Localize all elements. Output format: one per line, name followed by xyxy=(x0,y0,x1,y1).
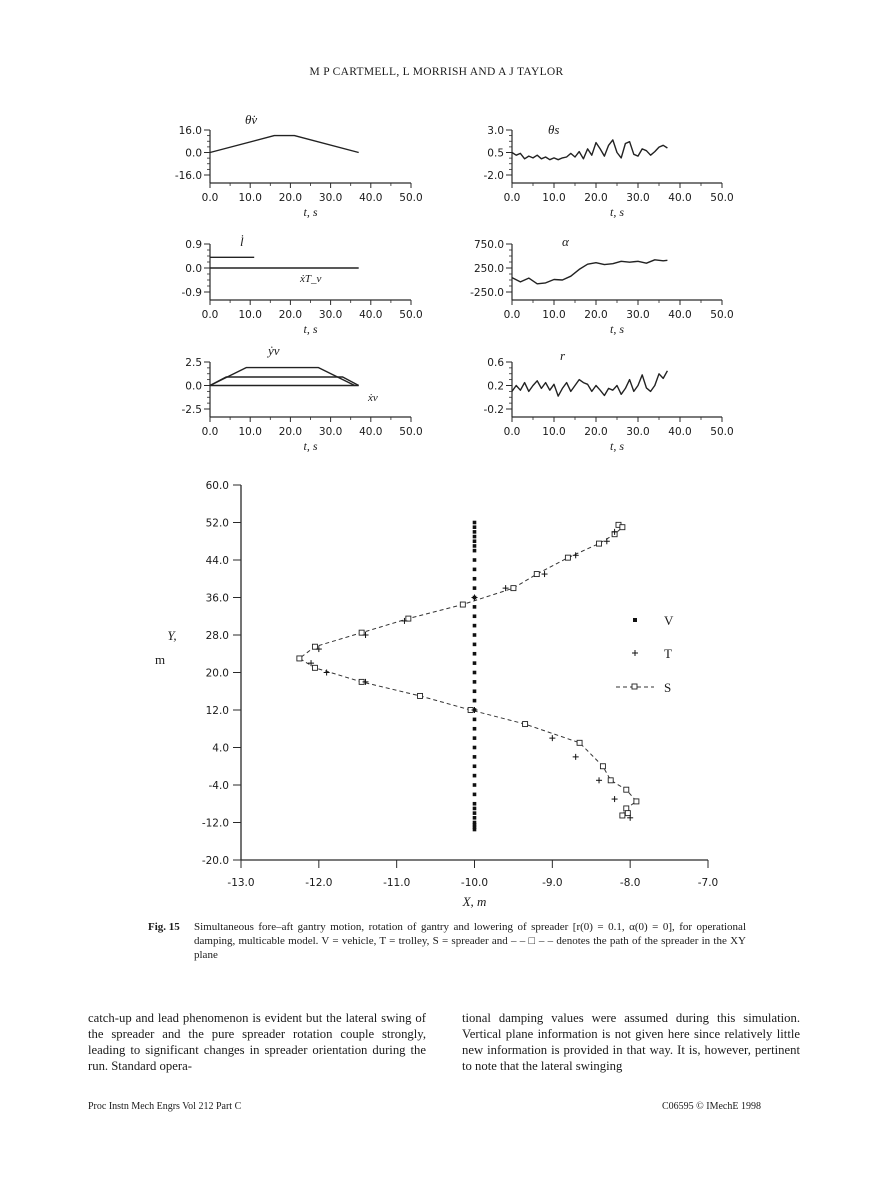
legend-symbol-s-box xyxy=(632,684,637,689)
r-xtick-label: 0.0 xyxy=(503,426,521,438)
spreader-point xyxy=(600,764,605,769)
vehicle-point xyxy=(473,586,477,590)
vehicle-point xyxy=(473,614,477,618)
spreader-point xyxy=(625,811,630,816)
vehicle-point xyxy=(473,605,477,609)
vehicle-point xyxy=(473,671,477,675)
l_dot_xT-xtick-label: 0.0 xyxy=(201,309,219,321)
vehicle-point xyxy=(473,521,477,525)
spreader-point xyxy=(460,602,465,607)
theta_s-xtick-label: 0.0 xyxy=(503,192,521,204)
theta_v_dot-annotation: θ̇v xyxy=(245,112,258,127)
spreader-point xyxy=(359,630,364,635)
y_v_dot-ytick-label: 0.0 xyxy=(185,380,202,393)
theta_s-xlabel: t, s xyxy=(609,205,625,219)
legend-symbol-v xyxy=(633,618,637,622)
theta_s-xtick-label: 20.0 xyxy=(584,192,608,204)
l_dot_xT-annotation-2: ẋT_v xyxy=(300,273,322,285)
theta_s-ytick-label: 0.5 xyxy=(487,147,504,160)
alpha-xtick-label: 30.0 xyxy=(626,309,650,321)
xy-ytick-label: -12.0 xyxy=(201,817,229,830)
l_dot_xT-ytick-label: 0.9 xyxy=(185,239,202,251)
legend-label: T xyxy=(664,646,672,661)
legend-label: S xyxy=(664,680,672,695)
footer-copyright: C06595 © IMechE 1998 xyxy=(662,1101,761,1112)
spreader-point xyxy=(312,644,317,649)
vehicle-point xyxy=(473,539,477,543)
xy-ylabel: Y, xyxy=(167,628,177,643)
y_v_dot-ytick-label: -2.5 xyxy=(181,404,202,416)
spreader-point xyxy=(406,616,411,621)
r-ytick-label: 0.2 xyxy=(487,380,504,393)
xy-xtick-label: -12.0 xyxy=(305,877,333,889)
l_dot_xT-xtick-label: 10.0 xyxy=(238,309,262,321)
theta_s-xtick-label: 30.0 xyxy=(626,192,650,204)
vehicle-point xyxy=(473,530,477,534)
spreader-point xyxy=(577,740,582,745)
theta_v_dot-xtick-label: 30.0 xyxy=(318,192,343,204)
xy-ytick-label: 52.0 xyxy=(205,517,229,530)
xy-xtick-label: -7.0 xyxy=(697,877,719,889)
spreader-point xyxy=(523,722,528,727)
theta_v_dot-xtick-label: 20.0 xyxy=(278,192,303,204)
l_dot_xT-xlabel: t, s xyxy=(303,322,318,336)
alpha-xtick-label: 40.0 xyxy=(668,309,692,321)
xy-ytick-label: -4.0 xyxy=(208,780,229,792)
theta_s-xtick-label: 40.0 xyxy=(668,192,692,204)
spreader-point xyxy=(597,541,602,546)
vehicle-point xyxy=(473,652,477,656)
l_dot_xT-xtick-label: 40.0 xyxy=(359,309,383,321)
vehicle-point xyxy=(473,774,477,778)
vehicle-point xyxy=(473,535,477,539)
theta_v_dot-ytick-label: 16.0 xyxy=(178,125,202,137)
spreader-point xyxy=(534,572,539,577)
vehicle-point xyxy=(473,544,477,548)
xy-xlabel: X, m xyxy=(462,894,487,909)
spreader-point xyxy=(634,799,639,804)
body-text-left-column: catch-up and lead phenomenon is evident but the lateral swing of the spreader and the pure spreader rotation couple strongly, leading to significant changes in spreader orientation during the run. Standard opera- xyxy=(88,1011,426,1073)
l_dot_xT-xtick-label: 30.0 xyxy=(318,309,343,321)
r-xtick-label: 50.0 xyxy=(710,426,734,438)
alpha-xtick-label: 20.0 xyxy=(584,309,608,321)
spreader-point xyxy=(312,665,317,670)
r-xtick-label: 10.0 xyxy=(542,426,566,438)
xy-ytick-label: -20.0 xyxy=(201,855,229,867)
vehicle-point xyxy=(473,736,477,740)
vehicle-point xyxy=(473,764,477,768)
r-ytick-label: 0.6 xyxy=(487,357,504,369)
theta_s-xtick-label: 10.0 xyxy=(542,192,566,204)
alpha-annotation: α xyxy=(562,234,569,249)
xy-xtick-label: -13.0 xyxy=(227,877,255,889)
xy-ytick-label: 44.0 xyxy=(205,555,229,567)
vehicle-point xyxy=(473,661,477,665)
vehicle-point xyxy=(473,727,477,731)
alpha-xlabel: t, s xyxy=(609,322,625,336)
xy-ytick-label: 28.0 xyxy=(205,630,229,642)
xy-ylabel-unit: m xyxy=(154,652,166,667)
spreader-point xyxy=(565,555,570,560)
vehicle-point xyxy=(473,718,477,722)
vehicle-point xyxy=(473,525,477,529)
vehicle-point xyxy=(473,699,477,703)
spreader-point xyxy=(297,656,302,661)
y_v_dot-series-2 xyxy=(210,377,359,386)
alpha-ytick-label: 250.0 xyxy=(473,263,504,275)
r-series-0 xyxy=(512,371,667,396)
y_v_dot-annotation: ẏv xyxy=(268,343,280,358)
vehicle-point xyxy=(473,783,477,787)
y_v_dot-annotation-2: ẋv xyxy=(368,392,378,404)
vehicle-point xyxy=(473,689,477,693)
y_v_dot-ytick-label: 2.5 xyxy=(185,357,202,369)
theta_v_dot-xtick-label: 40.0 xyxy=(359,192,383,204)
theta_s-annotation: θs xyxy=(548,122,560,137)
spreader-point xyxy=(418,693,423,698)
legend-label: V xyxy=(664,613,674,628)
r-xtick-label: 20.0 xyxy=(584,426,608,438)
alpha-series-0 xyxy=(512,260,667,284)
vehicle-point xyxy=(473,549,477,553)
y_v_dot-xtick-label: 0.0 xyxy=(201,426,219,438)
theta_v_dot-xlabel: t, s xyxy=(303,205,318,219)
y_v_dot-xtick-label: 40.0 xyxy=(359,426,383,438)
xy-xtick-label: -8.0 xyxy=(619,877,641,889)
vehicle-point xyxy=(473,624,477,628)
xy-ytick-label: 60.0 xyxy=(205,480,229,492)
theta_s-ytick-label: -2.0 xyxy=(483,170,504,182)
alpha-xtick-label: 0.0 xyxy=(503,309,521,321)
theta_v_dot-xtick-label: 10.0 xyxy=(238,192,262,204)
r-xtick-label: 30.0 xyxy=(626,426,650,438)
y_v_dot-xtick-label: 30.0 xyxy=(318,426,343,438)
l_dot_xT-annotation: l̇ xyxy=(240,234,244,249)
alpha-ytick-label: 750.0 xyxy=(473,239,504,251)
xy-xtick-label: -11.0 xyxy=(383,877,411,889)
vehicle-point xyxy=(473,802,477,806)
vehicle-point xyxy=(473,746,477,750)
theta_v_dot-ytick-label: -16.0 xyxy=(174,170,202,182)
theta_s-series-0 xyxy=(512,140,667,160)
alpha-xtick-label: 10.0 xyxy=(542,309,566,321)
caption-text: Simultaneous fore–aft gantry motion, rotation of gantry and lowering of spreader [r(0) = 0.1, α(0) = 0], for operational damping, multicable model. V = vehicle, T = trolley, S = spreader and – – □ – – denotes the path of the spreader in the XY plane xyxy=(194,921,746,961)
vehicle-point xyxy=(473,793,477,797)
spreader-point xyxy=(620,813,625,818)
vehicle-point xyxy=(473,633,477,637)
footer-journal: Proc Instn Mech Engrs Vol 212 Part C xyxy=(88,1101,242,1112)
r-ytick-label: -0.2 xyxy=(483,404,504,416)
l_dot_xT-ytick-label: 0.0 xyxy=(185,263,202,275)
l_dot_xT-xtick-label: 50.0 xyxy=(399,309,423,321)
theta_s-ytick-label: 3.0 xyxy=(487,125,504,137)
xy-ytick-label: 20.0 xyxy=(205,667,229,680)
vehicle-point xyxy=(473,568,477,572)
r-xtick-label: 40.0 xyxy=(668,426,692,438)
caption-label: Fig. 15 xyxy=(148,921,180,933)
y_v_dot-xtick-label: 10.0 xyxy=(238,426,262,438)
y_v_dot-xtick-label: 50.0 xyxy=(399,426,423,438)
alpha-ytick-label: -250.0 xyxy=(470,287,504,299)
body-text-right-column: tional damping values were assumed during this simulation. Vertical plane information is not given here since relatively little new information is provided in that way. It is, however, pertinent to note that the lateral swinging xyxy=(462,1011,800,1073)
vehicle-point xyxy=(473,577,477,581)
vehicle-point xyxy=(473,680,477,684)
spreader-point xyxy=(608,778,613,783)
vehicle-point xyxy=(473,643,477,647)
r-annotation: r xyxy=(560,348,566,363)
xy-xtick-label: -10.0 xyxy=(460,877,489,889)
y_v_dot-xlabel: t, s xyxy=(303,439,318,453)
theta_s-xtick-label: 50.0 xyxy=(710,192,734,204)
alpha-xtick-label: 50.0 xyxy=(710,309,734,321)
xy-ytick-label: 12.0 xyxy=(205,705,229,717)
vehicle-point xyxy=(473,816,477,820)
y_v_dot-xtick-label: 20.0 xyxy=(278,426,303,438)
xy-ytick-label: 36.0 xyxy=(205,592,229,605)
vehicle-point xyxy=(473,807,477,811)
vehicle-point xyxy=(473,755,477,759)
theta_v_dot-series-0 xyxy=(210,136,359,153)
running-head: M P CARTMELL, L MORRISH AND A J TAYLOR xyxy=(309,66,564,78)
spreader-path xyxy=(299,525,636,816)
theta_v_dot-ytick-label: 0.0 xyxy=(185,147,202,160)
theta_v_dot-xtick-label: 0.0 xyxy=(201,192,219,204)
spreader-point xyxy=(620,525,625,530)
vehicle-point xyxy=(473,811,477,815)
l_dot_xT-xtick-label: 20.0 xyxy=(278,309,303,321)
vehicle-point xyxy=(473,558,477,562)
xy-xtick-label: -9.0 xyxy=(542,877,563,889)
vehicle-point xyxy=(473,828,477,832)
xy-ytick-label: 4.0 xyxy=(212,742,229,755)
r-xlabel: t, s xyxy=(609,439,625,453)
spreader-point xyxy=(511,586,516,591)
l_dot_xT-ytick-label: -0.9 xyxy=(181,287,202,299)
spreader-point xyxy=(624,787,629,792)
theta_v_dot-xtick-label: 50.0 xyxy=(399,192,423,204)
